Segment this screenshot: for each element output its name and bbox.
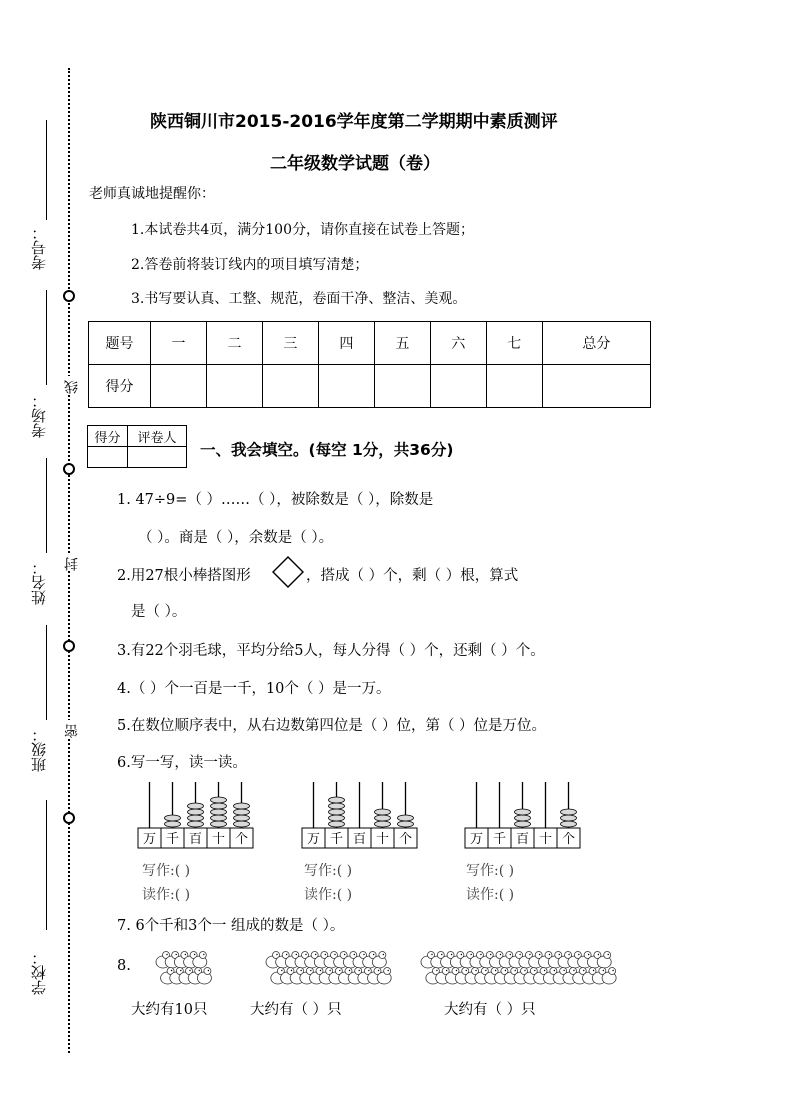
chick-eye: [441, 954, 442, 955]
abacus-bead: [375, 809, 391, 815]
chick-eye: [176, 954, 177, 955]
chick-eye: [598, 954, 599, 955]
abacus-bead: [398, 815, 414, 821]
question-8-answer-c: 大约有（ ）只: [444, 1002, 536, 1018]
abacus-bead: [234, 809, 250, 815]
chick-eye: [358, 970, 359, 971]
abacus-bead: [515, 815, 531, 821]
abacus-place-label: 万: [142, 832, 157, 847]
score-cell[interactable]: [542, 365, 650, 408]
binding-mark-line: 线: [62, 376, 78, 394]
abacus-bead: [211, 815, 227, 821]
abacus-1-svg: [137, 780, 262, 850]
abacus-place-label: 千: [329, 832, 344, 847]
question-8-answer-a: 大约有10只: [131, 1002, 208, 1018]
abacus-bead: [188, 821, 204, 827]
chick-eye: [475, 970, 476, 971]
abacus-bead: [165, 821, 181, 827]
chick-eye: [603, 970, 604, 971]
chick-eye: [568, 954, 569, 955]
question-7: 7. 6个千和3个一 组成的数是（ ）。: [117, 918, 345, 934]
abacus-bead: [515, 809, 531, 815]
abacus-bead: [398, 821, 414, 827]
chick-eye: [549, 954, 550, 955]
exam-room-label: 考场：: [30, 393, 48, 438]
abacus-bead: [211, 821, 227, 827]
abacus-bead: [561, 809, 577, 815]
score-table-column: 三: [262, 322, 318, 365]
chick-eye: [451, 954, 452, 955]
exam-number-line: [46, 120, 47, 220]
abacus-bead: [165, 815, 181, 821]
abacus-place-label: 百: [515, 832, 530, 847]
chick-eye: [490, 954, 491, 955]
school-line: [46, 800, 47, 930]
abacus-bead: [329, 803, 345, 809]
chick-eye: [203, 954, 204, 955]
school-label: 学校：: [30, 950, 48, 995]
chick-eye: [291, 970, 292, 971]
binding-hole-2: [63, 463, 75, 475]
chick-eye: [315, 954, 316, 955]
abacus-place-label: 十: [375, 832, 390, 847]
instruction-item: 3.书写要认真、工整、规范，卷面干净、整洁、美观。: [131, 291, 467, 307]
score-table-column: 七: [486, 322, 542, 365]
diamond-shape-icon: [272, 556, 304, 588]
score-cell[interactable]: [430, 365, 486, 408]
chick-eye: [544, 970, 545, 971]
class-line: [46, 625, 47, 720]
chick-eye: [166, 954, 167, 955]
chick-head: [204, 968, 211, 975]
exam-room-line: [46, 290, 47, 385]
chick-eye: [344, 954, 345, 955]
chick-eye: [300, 970, 301, 971]
page-subtitle: 二年级数学试题（卷）: [270, 154, 440, 174]
chick-eye: [554, 970, 555, 971]
section-title: 一、我会填空。(每空 1分，共36分): [200, 441, 454, 459]
question-8-answer-b: 大约有（ ）只: [250, 1002, 342, 1018]
abacus-bead: [234, 821, 250, 827]
chick-eye: [515, 970, 516, 971]
chick-eye: [539, 954, 540, 955]
chick-eye: [349, 970, 350, 971]
chick-eye: [387, 970, 388, 971]
chick-eye: [185, 954, 186, 955]
abacus-bead: [211, 797, 227, 803]
score-table-row-header: 题号: [89, 322, 151, 365]
score-table-column: 一: [151, 322, 207, 365]
abacus-3-write: 写作:( ): [466, 863, 515, 879]
abacus-bead: [234, 803, 250, 809]
chick-eye: [524, 970, 525, 971]
question-1-line-1: 1. 47÷9=（ ）……（ ），被除数是（ ），除数是: [117, 492, 434, 508]
score-table-header-row: [89, 322, 651, 365]
chick-eye: [529, 954, 530, 955]
chick-eye: [334, 954, 335, 955]
abacus-place-label: 千: [165, 832, 180, 847]
chick-eye: [339, 970, 340, 971]
chick-eye: [325, 954, 326, 955]
score-table: [88, 321, 651, 408]
abacus-bead: [234, 815, 250, 821]
abacus-place-label: 十: [538, 832, 553, 847]
chick-head: [379, 952, 386, 959]
score-cell[interactable]: [318, 365, 374, 408]
abacus-bead: [211, 809, 227, 815]
chick-eye: [431, 954, 432, 955]
chick-eye: [461, 954, 462, 955]
chick-eye: [593, 970, 594, 971]
chick-eye: [436, 970, 437, 971]
abacus-bead: [329, 821, 345, 827]
name-label: 姓名：: [30, 560, 48, 605]
abacus-bead: [375, 821, 391, 827]
chick-eye: [519, 954, 520, 955]
chick-eye: [559, 954, 560, 955]
binding-mark-secret: 密: [62, 720, 78, 738]
abacus-bead: [329, 815, 345, 821]
grader-box: [87, 425, 187, 468]
grader-score-label: 得分: [88, 426, 128, 447]
question-2-line-1a: 2.用27根小棒搭图形: [117, 568, 251, 584]
chick-eye: [296, 954, 297, 955]
abacus-2-write: 写作:( ): [304, 863, 353, 879]
chick-group-large-icon: [420, 945, 620, 987]
binding-hole-4: [63, 812, 75, 824]
chick-eye: [583, 970, 584, 971]
abacus-1-read: 读作:( ): [142, 887, 191, 903]
score-cell[interactable]: [486, 365, 542, 408]
score-table-score-label: 得分: [89, 365, 151, 408]
chick-group-medium-icon: [265, 945, 395, 987]
chick-eye: [310, 970, 311, 971]
chick-eye: [305, 954, 306, 955]
abacus-place-label: 万: [469, 832, 484, 847]
score-cell[interactable]: [151, 365, 207, 408]
chick-head: [604, 952, 611, 959]
abacus-3: [464, 780, 589, 850]
chick-eye: [373, 954, 374, 955]
abacus-1: [137, 780, 262, 850]
instruction-item: 1.本试卷共4页，满分100分，请你直接在试卷上答题；: [131, 222, 474, 238]
chick-eye: [320, 970, 321, 971]
abacus-bead: [329, 797, 345, 803]
binding-hole-1: [63, 290, 75, 302]
question-1-line-2: （ ）。商是（ ），余数是（ ）。: [138, 530, 334, 546]
question-6: 6.写一写，读一读。: [117, 755, 247, 771]
abacus-place-label: 百: [352, 832, 367, 847]
chick-eye: [495, 970, 496, 971]
name-line: [46, 458, 47, 553]
chick-eye: [171, 970, 172, 971]
abacus-bead: [188, 803, 204, 809]
score-table-column: 总分: [542, 322, 650, 365]
abacus-place-label: 十: [211, 832, 226, 847]
score-table-column: 六: [430, 322, 486, 365]
chick-eye: [180, 970, 181, 971]
chick-eye: [510, 954, 511, 955]
chick-eye: [368, 970, 369, 971]
question-3: 3.有22个羽毛球，平均分给5人，每人分得（ ）个，还剩（ ）个。: [117, 643, 545, 659]
grader-name-cell[interactable]: [128, 447, 187, 468]
chick-eye: [608, 954, 609, 955]
chick-eye: [281, 970, 282, 971]
chick-eye: [500, 954, 501, 955]
binding-mark-seal: 封: [62, 553, 78, 571]
binding-hole-3: [63, 640, 75, 652]
chick-eye: [578, 954, 579, 955]
chick-eye: [276, 954, 277, 955]
page-title: 陕西铜川市2015-2016学年度第二学期期中素质测评: [150, 112, 558, 132]
abacus-place-label: 个: [398, 832, 413, 847]
chick-eye: [189, 970, 190, 971]
abacus-bead: [375, 815, 391, 821]
chick-eye: [588, 954, 589, 955]
abacus-place-label: 个: [561, 832, 576, 847]
score-cell[interactable]: [262, 365, 318, 408]
score-table-column: 五: [374, 322, 430, 365]
chick-eye: [199, 970, 200, 971]
abacus-bead: [188, 809, 204, 815]
chick-head: [199, 952, 206, 959]
chick-head: [384, 968, 391, 975]
chick-eye: [612, 970, 613, 971]
abacus-2-read: 读作:( ): [304, 887, 353, 903]
abacus-bead: [329, 809, 345, 815]
chick-head: [609, 968, 616, 975]
grader-name-label: 评卷人: [128, 426, 187, 447]
abacus-bead: [561, 821, 577, 827]
score-table-score-row: [89, 365, 651, 408]
abacus-1-write: 写作:( ): [142, 863, 191, 879]
chick-eye: [208, 970, 209, 971]
chick-eye: [383, 954, 384, 955]
score-table-column: 二: [206, 322, 262, 365]
abacus-place-label: 千: [492, 832, 507, 847]
score-table-column: 四: [318, 322, 374, 365]
question-8-number: 8.: [117, 958, 131, 974]
chick-eye: [563, 970, 564, 971]
instructions-intro: 老师真诚地提醒你：: [89, 186, 215, 202]
question-2-line-2: 是（ ）。: [131, 604, 187, 620]
score-cell[interactable]: [374, 365, 430, 408]
abacus-bead: [211, 803, 227, 809]
abacus-place-label: 个: [234, 832, 249, 847]
chick-eye: [378, 970, 379, 971]
chick-eye: [534, 970, 535, 971]
abacus-3-svg: [464, 780, 589, 850]
abacus-2: [301, 780, 426, 850]
chick-eye: [485, 970, 486, 971]
chick-eye: [354, 954, 355, 955]
chick-eye: [446, 970, 447, 971]
chick-eye: [363, 954, 364, 955]
abacus-place-label: 百: [188, 832, 203, 847]
abacus-bead: [515, 821, 531, 827]
class-label: 班级：: [30, 727, 48, 772]
chick-eye: [466, 970, 467, 971]
abacus-bead: [561, 815, 577, 821]
chick-eye: [505, 970, 506, 971]
chick-eye: [286, 954, 287, 955]
abacus-place-label: 万: [306, 832, 321, 847]
question-2-line-1b: ，搭成（ ）个，剩（ ）根，算式: [306, 568, 519, 584]
exam-number-label: 考号：: [30, 225, 48, 270]
chick-eye: [573, 970, 574, 971]
abacus-bead: [188, 815, 204, 821]
abacus-2-svg: [301, 780, 426, 850]
grader-score-cell[interactable]: [88, 447, 128, 468]
score-cell[interactable]: [206, 365, 262, 408]
abacus-3-read: 读作:( ): [466, 887, 515, 903]
chick-eye: [329, 970, 330, 971]
chick-eye: [480, 954, 481, 955]
instruction-item: 2.答卷前将装订线内的项目填写清楚；: [131, 257, 369, 273]
chick-eye: [456, 970, 457, 971]
chick-group-small-icon: [155, 945, 215, 987]
question-5: 5.在数位顺序表中，从右边数第四位是（ ）位，第（ ）位是万位。: [117, 718, 547, 734]
question-4: 4.（ ）个一百是一千，10个（ ）是一万。: [117, 681, 391, 697]
chick-eye: [470, 954, 471, 955]
chick-eye: [194, 954, 195, 955]
